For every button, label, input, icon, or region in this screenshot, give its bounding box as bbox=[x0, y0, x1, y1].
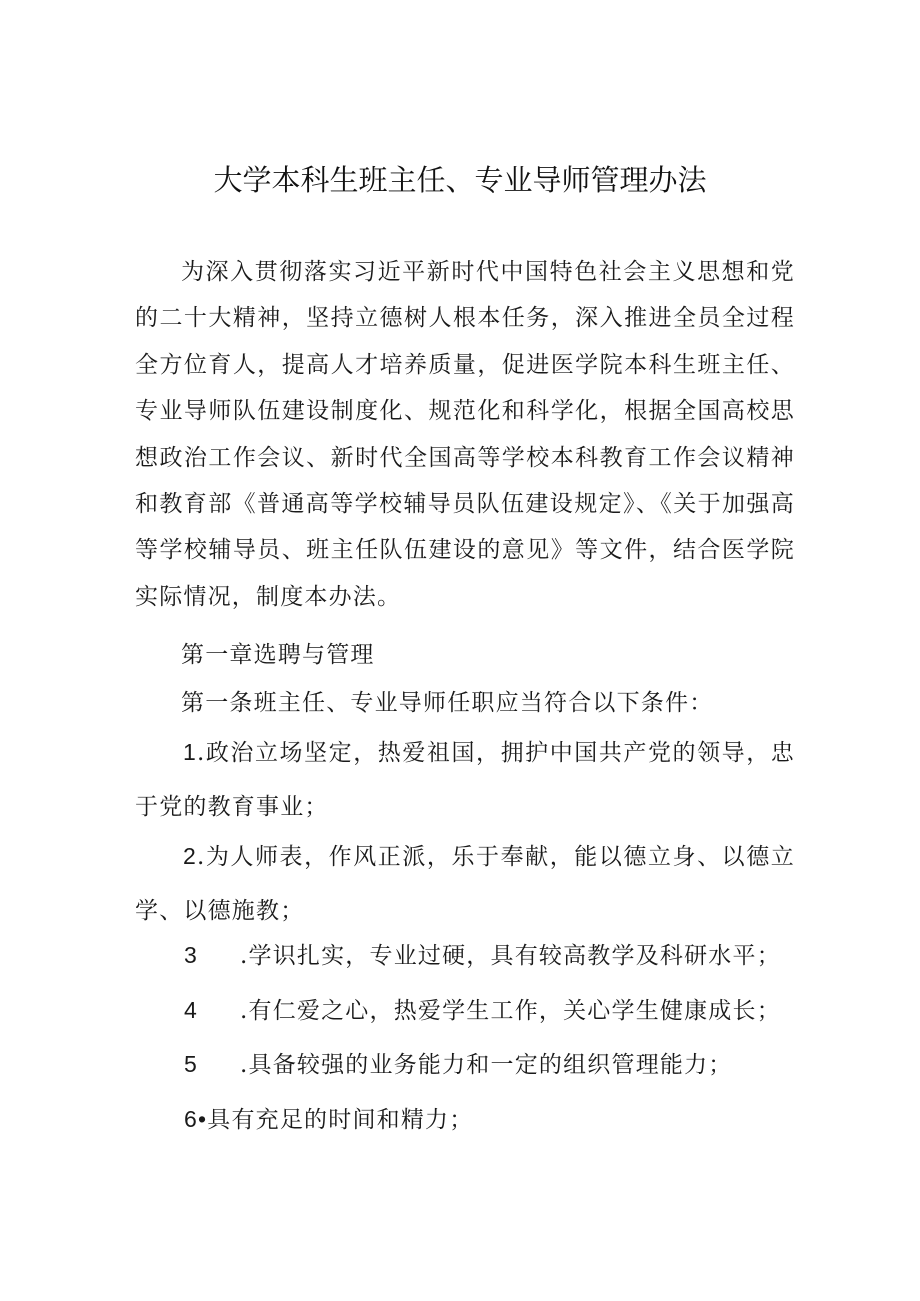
item-text: .政治立场坚定，热爱祖国，拥护中国共产党的领导，忠于党的教育事业； bbox=[135, 740, 795, 820]
list-item bbox=[184, 1041, 733, 1088]
list-item bbox=[135, 829, 795, 938]
item-number: 3 bbox=[184, 942, 198, 968]
item-number: 1 bbox=[183, 739, 197, 765]
item-text: 具有充足的时间和精力； bbox=[207, 1107, 474, 1133]
chapter-heading: 第一章选聘与管理 bbox=[181, 642, 375, 668]
item-text: .学识扎实，专业过硬，具有较高教学及科研水平； bbox=[240, 943, 781, 969]
item-text: .为人师表，作风正派，乐于奉献，能以德立身、以德立学、以德施教； bbox=[135, 844, 795, 924]
item-number: 4 bbox=[184, 997, 198, 1023]
item-number: 6• bbox=[184, 1106, 208, 1132]
list-item bbox=[184, 1096, 473, 1143]
intro-paragraph: 为深入贯彻落实习近平新时代中国特色社会主义思想和党的二十大精神，坚持立德树人根本任务，深入推进全员全过程全方位育人，提高人才培养质量，促进医学院本科生班主任、专业导师队伍建设制度化、规范化和科学化，根据全国高校思想政治工作会议、新时代全国高等学校本科教育工作会议精神和教育部《普通高等学校辅导员队伍建设规定》、《关于加强高等学校辅导员、班主任队伍建设的意见》等文件，结合医学院实际情况，制度本办法。 bbox=[135, 259, 795, 610]
item-number: 5 bbox=[184, 1051, 198, 1077]
item-number: 2 bbox=[183, 843, 197, 869]
list-item bbox=[135, 725, 795, 834]
list-item bbox=[184, 932, 781, 979]
item-text: .具备较强的业务能力和一定的组织管理能力； bbox=[240, 1052, 733, 1078]
article-heading: 第一条班主任、专业导师任职应当符合以下条件： bbox=[181, 690, 714, 716]
item-text: .有仁爱之心，热爱学生工作，关心学生健康成长； bbox=[240, 998, 781, 1024]
document-title: 大学本科生班主任、专业导师管理办法 bbox=[213, 163, 707, 197]
list-item bbox=[184, 987, 781, 1034]
